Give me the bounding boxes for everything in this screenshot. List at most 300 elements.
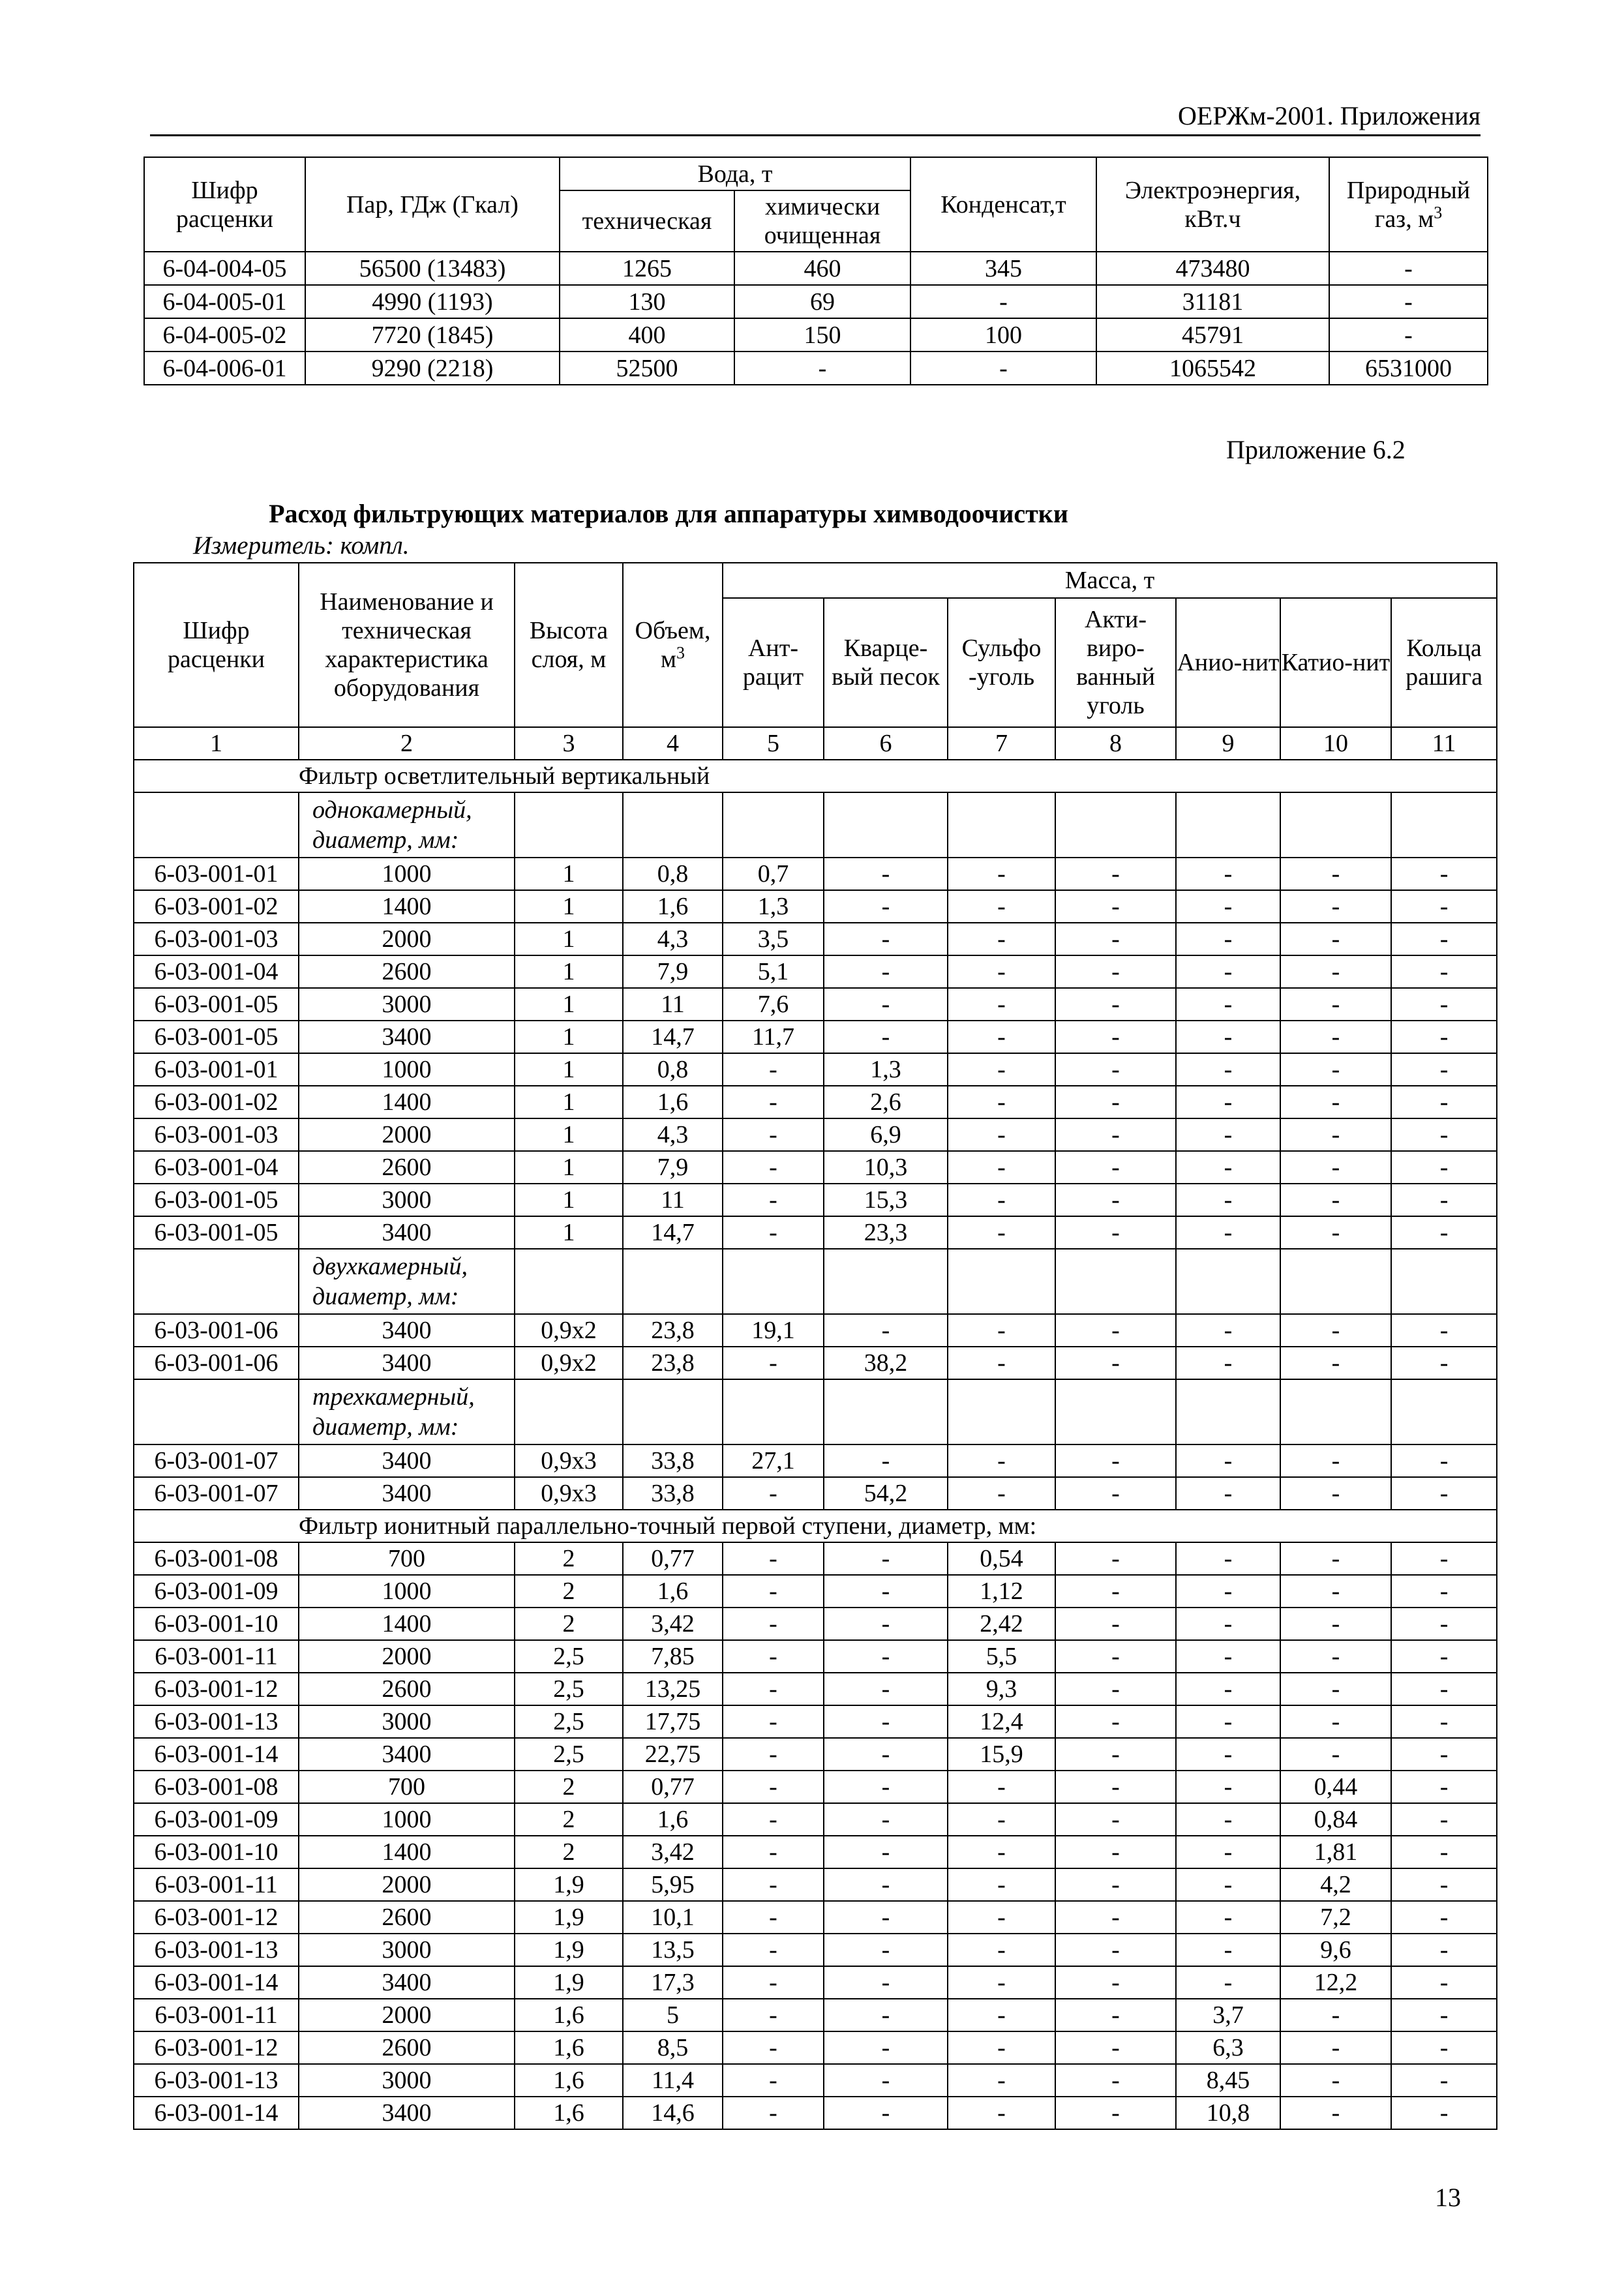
table-cell: -	[1055, 1836, 1176, 1868]
table-cell: 12,4	[948, 1705, 1055, 1738]
empty-cell	[948, 1249, 1055, 1314]
table-cell: 10,1	[623, 1901, 723, 1934]
table-cell: -	[723, 1934, 824, 1966]
table-cell: 9,6	[1280, 1934, 1391, 1966]
table-cell: -	[1055, 1868, 1176, 1901]
table-cell: 6-03-001-05	[134, 988, 299, 1021]
empty-cell	[1176, 1249, 1280, 1314]
table-row	[144, 352, 1488, 385]
table-cell: 1400	[299, 1086, 515, 1118]
table-row	[134, 1901, 1497, 1934]
table-cell: 1,6	[515, 1999, 623, 2031]
table-cell: 3000	[299, 1184, 515, 1216]
table-cell: -	[1176, 1966, 1280, 1999]
table-cell: 1000	[299, 1803, 515, 1836]
table-cell: 2	[515, 1836, 623, 1868]
table-cell: 9	[1176, 727, 1280, 760]
table-row	[134, 858, 1497, 890]
table-row	[134, 1151, 1497, 1184]
table-cell: 6-04-006-01	[144, 352, 305, 385]
table-cell: -	[1280, 2097, 1391, 2129]
empty-cell	[1391, 792, 1497, 858]
table-cell: 6-03-001-12	[134, 1901, 299, 1934]
table-cell: -	[723, 1347, 824, 1379]
table-cell: 7,2	[1280, 1901, 1391, 1934]
table-cell: -	[1280, 1021, 1391, 1053]
table-cell: 6-03-001-11	[134, 1640, 299, 1673]
table-cell: 6-03-001-07	[134, 1477, 299, 1510]
table-cell: -	[824, 1705, 948, 1738]
t2-head-activated: Акти-виро-ванный уголь	[1055, 598, 1176, 727]
table-cell: 1065542	[1096, 352, 1329, 385]
table-cell: 6-03-001-10	[134, 1608, 299, 1640]
subsection-row	[134, 1249, 1497, 1314]
table-cell: 9290 (2218)	[305, 352, 560, 385]
table-cell: -	[1055, 988, 1176, 1021]
table-cell: 1	[515, 1184, 623, 1216]
table-cell: 10,8	[1176, 2097, 1280, 2129]
table-cell: 2600	[299, 1901, 515, 1934]
empty-cell	[1055, 792, 1176, 858]
table-cell: -	[910, 285, 1096, 318]
table-cell: 19,1	[723, 1314, 824, 1347]
table-cell: -	[1176, 1184, 1280, 1216]
table-cell: 69	[734, 285, 910, 318]
table-cell: 33,8	[623, 1477, 723, 1510]
table-cell: -	[1391, 1053, 1497, 1086]
t1-head-code: Шифр расценки	[144, 157, 305, 252]
table-cell: 2	[515, 1771, 623, 1803]
empty-cell	[723, 1379, 824, 1444]
table-cell: 1,12	[948, 1575, 1055, 1608]
table-cell: -	[824, 2097, 948, 2129]
table-cell: 10	[1280, 727, 1391, 760]
table-cell: 6-04-005-01	[144, 285, 305, 318]
table-cell: -	[948, 1803, 1055, 1836]
table-row	[144, 318, 1488, 352]
table-cell: 0,54	[948, 1542, 1055, 1575]
empty-cell	[1391, 1379, 1497, 1444]
table-cell: -	[1176, 1868, 1280, 1901]
table-cell: -	[824, 1738, 948, 1771]
empty-cell	[824, 792, 948, 858]
table-cell: -	[824, 1575, 948, 1608]
subsection-label	[299, 1379, 515, 1444]
table-cell: 6-03-001-05	[134, 1021, 299, 1053]
table-cell: -	[1055, 1738, 1176, 1771]
table-row	[134, 988, 1497, 1021]
table-cell: -	[1176, 858, 1280, 890]
table-cell: 13,5	[623, 1934, 723, 1966]
table-cell: -	[723, 1477, 824, 1510]
table-cell: -	[1280, 1347, 1391, 1379]
table-cell: -	[1280, 1999, 1391, 2031]
table-cell: 11,7	[723, 1021, 824, 1053]
table-cell: -	[1391, 1771, 1497, 1803]
table-cell: -	[1280, 858, 1391, 890]
table-cell: 1	[515, 858, 623, 890]
table-cell: 11,4	[623, 2064, 723, 2097]
table-cell: -	[1176, 1608, 1280, 1640]
t1-head-water-tech: техническая	[560, 190, 734, 252]
table-cell: 6-04-005-02	[144, 318, 305, 352]
table-cell: -	[723, 2097, 824, 2129]
table-cell: 6-03-001-02	[134, 890, 299, 923]
table-cell: 6-03-001-13	[134, 2064, 299, 2097]
table-cell: 1,3	[824, 1053, 948, 1086]
table-cell: -	[1391, 1542, 1497, 1575]
table-cell: 0,84	[1280, 1803, 1391, 1836]
table-cell: 1	[515, 1086, 623, 1118]
table-cell: -	[824, 988, 948, 1021]
table-row	[134, 1314, 1497, 1347]
table-cell: 6-03-001-03	[134, 923, 299, 955]
subsection-line: диаметр, мм:	[312, 1413, 459, 1441]
table-cell: -	[1055, 2064, 1176, 2097]
table-cell: 6,3	[1176, 2031, 1280, 2064]
section-heading: Фильтр осветлительный вертикальный	[134, 760, 1497, 792]
table-cell: 11	[623, 1184, 723, 1216]
table-row	[134, 1347, 1497, 1379]
table-row	[134, 1836, 1497, 1868]
table-cell: -	[1055, 1477, 1176, 1510]
table-cell: -	[1329, 252, 1488, 285]
table-cell: -	[1176, 1836, 1280, 1868]
table-cell: -	[1176, 1444, 1280, 1477]
table-cell: -	[948, 1347, 1055, 1379]
resources-table	[143, 157, 1488, 385]
table-cell: -	[723, 1053, 824, 1086]
table-cell: 4	[623, 727, 723, 760]
table-cell: -	[723, 1216, 824, 1249]
table-cell: 460	[734, 252, 910, 285]
t2-body	[134, 727, 1497, 2129]
table-cell: -	[824, 2064, 948, 2097]
table-cell: -	[1280, 1053, 1391, 1086]
table-cell: -	[948, 1151, 1055, 1184]
table-cell: -	[723, 1608, 824, 1640]
table-cell: 6-03-001-01	[134, 858, 299, 890]
table-cell: -	[1176, 1934, 1280, 1966]
table-cell: 56500 (13483)	[305, 252, 560, 285]
table-cell: -	[948, 1901, 1055, 1934]
table-cell: 7,6	[723, 988, 824, 1021]
t1-head-gas: Природный газ, $м^3$	[1329, 157, 1488, 252]
table-cell: 2,6	[824, 1086, 948, 1118]
table-cell: -	[1055, 1705, 1176, 1738]
table-cell: -	[824, 1021, 948, 1053]
table-cell: 6-03-001-06	[134, 1314, 299, 1347]
table-cell: 22,75	[623, 1738, 723, 1771]
empty-cell	[515, 792, 623, 858]
table-row	[134, 727, 1497, 760]
table-cell: -	[1176, 1314, 1280, 1347]
empty-cell	[1391, 1249, 1497, 1314]
table-cell: -	[1055, 858, 1176, 890]
table-cell: 6-03-001-08	[134, 1542, 299, 1575]
table-cell: -	[1055, 1151, 1176, 1184]
section-row	[134, 760, 1497, 792]
table-cell: 12,2	[1280, 1966, 1391, 1999]
table-cell: -	[948, 858, 1055, 890]
table-cell: 3	[515, 727, 623, 760]
table-cell: -	[1391, 2064, 1497, 2097]
table-row	[134, 1868, 1497, 1901]
table-cell: -	[1055, 1608, 1176, 1640]
table-cell: 1265	[560, 252, 734, 285]
table-cell: 1,3	[723, 890, 824, 923]
table-cell: 2000	[299, 1999, 515, 2031]
table-cell: -	[1055, 1803, 1176, 1836]
table-cell: -	[1176, 1477, 1280, 1510]
table-cell: -	[1280, 988, 1391, 1021]
table-cell: -	[948, 1118, 1055, 1151]
table-row	[134, 1640, 1497, 1673]
subsection-label	[299, 792, 515, 858]
table-cell: -	[1280, 1118, 1391, 1151]
table-cell: 2600	[299, 2031, 515, 2064]
table-cell: 6-03-001-05	[134, 1216, 299, 1249]
page-number: 13	[1435, 2183, 1461, 2212]
table-cell: 700	[299, 1771, 515, 1803]
table-cell: 3400	[299, 1314, 515, 1347]
table-cell: -	[1280, 1705, 1391, 1738]
empty-cell	[1280, 1249, 1391, 1314]
table-cell: -	[948, 1053, 1055, 1086]
table-cell: -	[1176, 988, 1280, 1021]
table-cell: -	[948, 2097, 1055, 2129]
table-cell: -	[948, 1444, 1055, 1477]
table-cell: 5,95	[623, 1868, 723, 1901]
table-cell: -	[1055, 1966, 1176, 1999]
table-cell: -	[1391, 2097, 1497, 2129]
empty-cell	[1055, 1379, 1176, 1444]
table-cell: 17,75	[623, 1705, 723, 1738]
table-cell: -	[1391, 923, 1497, 955]
table-cell: -	[1055, 1021, 1176, 1053]
table-cell: -	[1280, 1216, 1391, 1249]
table-cell: -	[723, 1086, 824, 1118]
table-cell: 1,6	[623, 1086, 723, 1118]
table-cell: -	[1391, 858, 1497, 890]
empty-cell	[134, 1379, 299, 1444]
table-cell: -	[1055, 2031, 1176, 2064]
table-cell: 2600	[299, 1673, 515, 1705]
table-cell: 3000	[299, 988, 515, 1021]
table-row	[134, 2064, 1497, 2097]
table-cell: 2,5	[515, 1640, 623, 1673]
table-cell: 52500	[560, 352, 734, 385]
table-cell: 23,8	[623, 1314, 723, 1347]
empty-cell	[515, 1249, 623, 1314]
table-cell: -	[1280, 2064, 1391, 2097]
table-cell: -	[1176, 923, 1280, 955]
table-cell: 6-03-001-09	[134, 1803, 299, 1836]
table-cell: -	[1055, 1347, 1176, 1379]
table-cell: -	[824, 1966, 948, 1999]
table-row	[134, 1477, 1497, 1510]
table-cell: -	[1391, 1640, 1497, 1673]
table-cell: 6-03-001-11	[134, 1868, 299, 1901]
table-cell: -	[824, 1836, 948, 1868]
table-row	[134, 1803, 1497, 1836]
table-cell: -	[1280, 2031, 1391, 2064]
table-cell: 14,6	[623, 2097, 723, 2129]
subsection-line: диаметр, мм:	[312, 826, 459, 854]
table-cell: -	[723, 1803, 824, 1836]
table-cell: -	[948, 1934, 1055, 1966]
table-cell: -	[734, 352, 910, 385]
table-cell: -	[723, 1738, 824, 1771]
table-cell: -	[948, 2064, 1055, 2097]
table-cell: -	[1176, 1151, 1280, 1184]
empty-cell	[948, 792, 1055, 858]
table-cell: -	[1176, 1738, 1280, 1771]
table-cell: 11	[1391, 727, 1497, 760]
table-cell: -	[1280, 1608, 1391, 1640]
empty-cell	[824, 1249, 948, 1314]
table-cell: 3400	[299, 2097, 515, 2129]
table-cell: 0,77	[623, 1771, 723, 1803]
table-cell: 6-03-001-14	[134, 1966, 299, 1999]
table-cell: 6-03-001-03	[134, 1118, 299, 1151]
table-cell: 1,9	[515, 1901, 623, 1934]
table-cell: 7720 (1845)	[305, 318, 560, 352]
table-cell: 2,5	[515, 1738, 623, 1771]
table-cell: -	[1280, 1477, 1391, 1510]
table-cell: -	[1055, 923, 1176, 955]
table-cell: 1,6	[515, 2097, 623, 2129]
table-cell: 15,9	[948, 1738, 1055, 1771]
subsection-line: двухкамерный,	[312, 1253, 468, 1280]
subsection-row	[134, 792, 1497, 858]
table-cell: 1000	[299, 858, 515, 890]
table-row	[134, 955, 1497, 988]
table-cell: -	[1391, 955, 1497, 988]
table-cell: 0,8	[623, 1053, 723, 1086]
t2-head-quartz: Кварце-вый песок	[824, 598, 948, 727]
table-cell: -	[723, 1966, 824, 1999]
table-row	[134, 1184, 1497, 1216]
table-cell: -	[1391, 1151, 1497, 1184]
table-cell: 5	[723, 727, 824, 760]
table-cell: -	[1329, 318, 1488, 352]
table-cell: -	[1176, 1053, 1280, 1086]
table-row	[134, 1542, 1497, 1575]
table-cell: 8,5	[623, 2031, 723, 2064]
table-cell: -	[1391, 1086, 1497, 1118]
table-cell: -	[1329, 285, 1488, 318]
table-cell: -	[1280, 1151, 1391, 1184]
table-cell: 6-03-001-09	[134, 1575, 299, 1608]
table-cell: -	[1391, 1673, 1497, 1705]
table-cell: 3,42	[623, 1608, 723, 1640]
table-cell: 6-03-001-06	[134, 1347, 299, 1379]
table-cell: 6-03-001-02	[134, 1086, 299, 1118]
table-cell: -	[1055, 955, 1176, 988]
table-cell: 2000	[299, 1868, 515, 1901]
t2-head-mass: Масса, т	[723, 563, 1497, 598]
table-cell: 0,9x3	[515, 1444, 623, 1477]
table-cell: 10,3	[824, 1151, 948, 1184]
table-cell: 45791	[1096, 318, 1329, 352]
table-cell: -	[1391, 1836, 1497, 1868]
table-cell: 2	[515, 1608, 623, 1640]
table-cell: 13,25	[623, 1673, 723, 1705]
table-cell: -	[1391, 1705, 1497, 1738]
table-cell: -	[1280, 1444, 1391, 1477]
table-cell: 1,6	[623, 1575, 723, 1608]
table-cell: 15,3	[824, 1184, 948, 1216]
table-cell: -	[948, 1966, 1055, 1999]
table-cell: -	[1280, 1575, 1391, 1608]
table-cell: 1	[515, 955, 623, 988]
table-cell: -	[1391, 1314, 1497, 1347]
table-cell: -	[1176, 1216, 1280, 1249]
table-cell: 23,3	[824, 1216, 948, 1249]
table-cell: 3400	[299, 1444, 515, 1477]
table-cell: 2	[515, 1575, 623, 1608]
table-cell: 3000	[299, 1705, 515, 1738]
table-cell: -	[1176, 1575, 1280, 1608]
table-cell: -	[1391, 1608, 1497, 1640]
table-row	[134, 2031, 1497, 2064]
table-cell: 3400	[299, 1347, 515, 1379]
table-cell: 0,7	[723, 858, 824, 890]
table-cell: -	[1055, 1542, 1176, 1575]
table-cell: -	[948, 1184, 1055, 1216]
table-cell: 1,81	[1280, 1836, 1391, 1868]
table-cell: 1	[515, 890, 623, 923]
table-cell: -	[1391, 1184, 1497, 1216]
table-cell: -	[948, 1771, 1055, 1803]
table-cell: -	[1176, 1542, 1280, 1575]
table-row	[134, 1738, 1497, 1771]
table-cell: 7,9	[623, 955, 723, 988]
table-cell: -	[824, 1314, 948, 1347]
table-cell: -	[1055, 1053, 1176, 1086]
table-cell: -	[1055, 1673, 1176, 1705]
table-cell: 1	[515, 923, 623, 955]
table-cell: -	[723, 1771, 824, 1803]
table-cell: 6-03-001-13	[134, 1934, 299, 1966]
table-cell: 1	[515, 1021, 623, 1053]
table-cell: 8,45	[1176, 2064, 1280, 2097]
table-cell: -	[1391, 1021, 1497, 1053]
table-cell: 3400	[299, 1477, 515, 1510]
table-row	[134, 1021, 1497, 1053]
table-cell: -	[948, 1868, 1055, 1901]
t1-head-steam: Пар, ГДж (Гкал)	[305, 157, 560, 252]
table-row	[134, 890, 1497, 923]
table-cell: -	[1391, 1738, 1497, 1771]
table-cell: -	[1055, 1314, 1176, 1347]
table-cell: -	[1055, 1086, 1176, 1118]
table-cell: 17,3	[623, 1966, 723, 1999]
table-cell: 3000	[299, 1934, 515, 1966]
t1-head-water: Вода, т	[560, 157, 910, 190]
table-row	[144, 285, 1488, 318]
empty-cell	[623, 1379, 723, 1444]
table-cell: -	[948, 1216, 1055, 1249]
empty-cell	[723, 1249, 824, 1314]
table-row	[134, 1608, 1497, 1640]
subsection-line: однокамерный,	[312, 796, 472, 824]
table-cell: 3400	[299, 1216, 515, 1249]
table-cell: -	[824, 1803, 948, 1836]
table-cell: 6-03-001-11	[134, 1999, 299, 2031]
table-cell: 11	[623, 988, 723, 1021]
